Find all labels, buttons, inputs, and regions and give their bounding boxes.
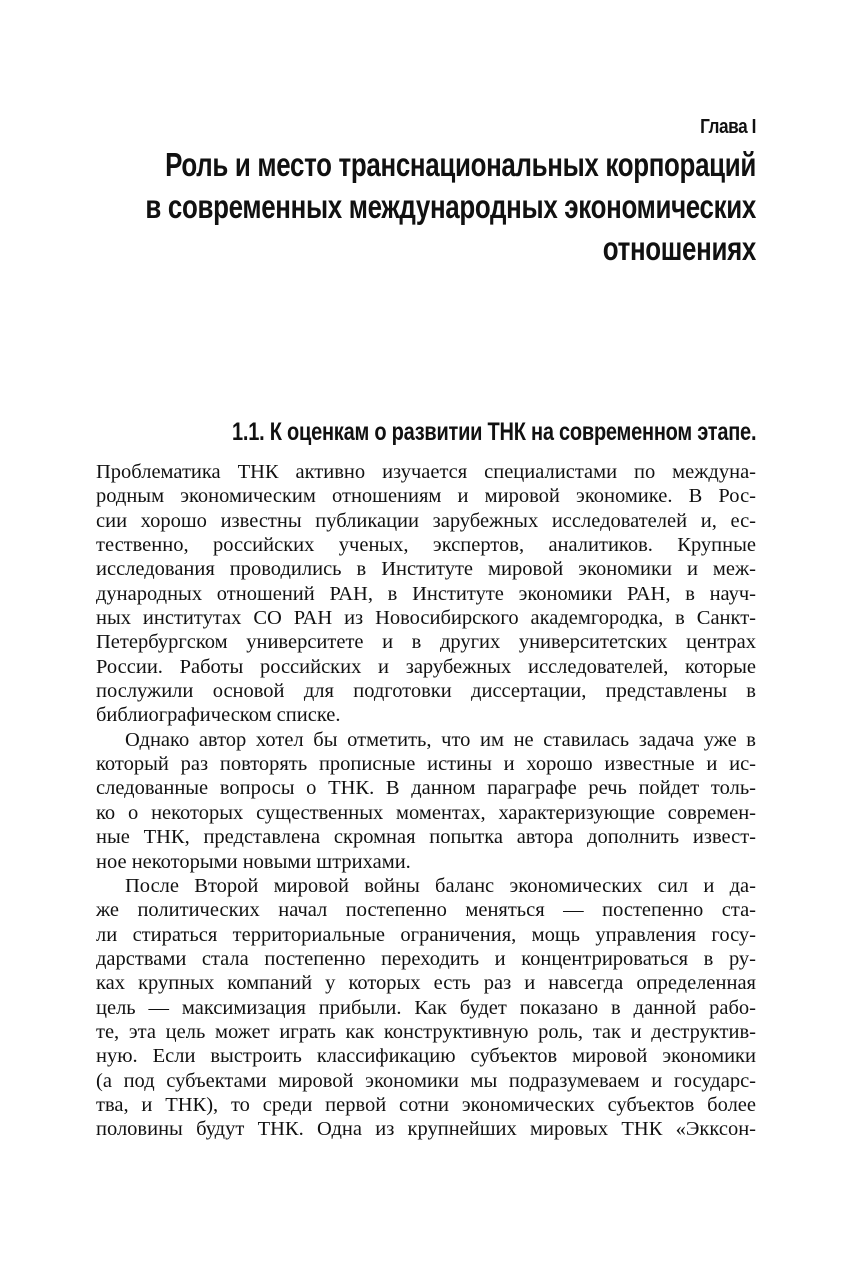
text-line: исследования проводились в Институте мировой экономики и меж- [96,558,756,581]
text-line: тва, и ТНК), то среди первой сотни экономических субъектов более [96,1093,756,1116]
text-line: же политических начал постепенно меняться — постепенно ста- [96,899,756,922]
text-line: те, эта цель может играть как конструктивную роль, так и деструктив- [96,1020,756,1043]
text-line: После Второй мировой войны баланс экономических сил и да- [125,874,756,897]
text-line: (а под субъектами мировой экономики мы подразумеваем и государс- [96,1069,756,1092]
text-line: ную. Если выстроить классификацию субъектов мировой экономики [96,1045,756,1068]
body-text [96,460,756,1142]
paragraph [96,728,756,874]
text-line: России. Работы российских и зарубежных исследователей, которые [96,655,756,678]
chapter-label: Глава I [700,116,756,138]
section-title: 1.1. К оценкам о развитии ТНК на современном этапе. [231,418,756,446]
paragraph [96,460,756,728]
text-line: дународных отношений РАН, в Институте экономики РАН, в науч- [96,582,756,605]
text-line: ках крупных компаний у которых есть раз и навсегда определенная [96,972,756,995]
text-line: тественно, российских ученых, экспертов, аналитиков. Крупные [96,534,756,557]
text-line: послужили основой для подготовки диссертации, представлены в [96,680,756,703]
chapter-title [50,144,757,270]
text-line: сии хорошо известны публикации зарубежных исследователей и, ес- [96,509,756,532]
text-line: Однако автор хотел бы отметить, что им не ставилась задача уже в [125,728,756,751]
text-line: цель — максимизация прибыли. Как будет показано в данной рабо- [96,996,756,1019]
chapter-title-line: в современных международных экономических [145,188,756,225]
text-line: ли стираться территориальные ограничения, мощь управления госу- [96,923,756,946]
text-line: ное некоторыми новыми штрихами. [96,850,411,873]
text-line: ко о некоторых существенных моментах, характеризующие современ- [96,801,756,824]
text-line: половины будут ТНК. Одна из крупнейших мировых ТНК «Экксон- [96,1118,756,1141]
text-line: ные ТНК, представлена скромная попытка автора дополнить извест- [96,826,756,849]
chapter-title-line: отношениях [602,230,756,267]
text-line: дарствами стала постепенно переходить и концентрироваться в ру- [96,947,756,970]
text-line: библиографическом списке. [96,704,341,727]
text-line: который раз повторять прописные истины и хорошо известные и ис- [96,753,756,776]
chapter-title-line: Роль и место транснациональных корпораций [165,146,756,183]
text-line: следованные вопросы о ТНК. В данном параграфе речь пойдет толь- [96,777,756,800]
text-line: родным экономическим отношениям и мировой экономике. В Рос- [96,485,756,508]
text-line: Проблематика ТНК активно изучается специалистами по междуна- [96,461,756,483]
paragraph [96,874,756,1142]
text-line: Петербургском университете и в других университетских центрах [96,631,756,654]
text-line: ных институтах СО РАН из Новосибирского академгородка, в Санкт- [96,607,756,630]
